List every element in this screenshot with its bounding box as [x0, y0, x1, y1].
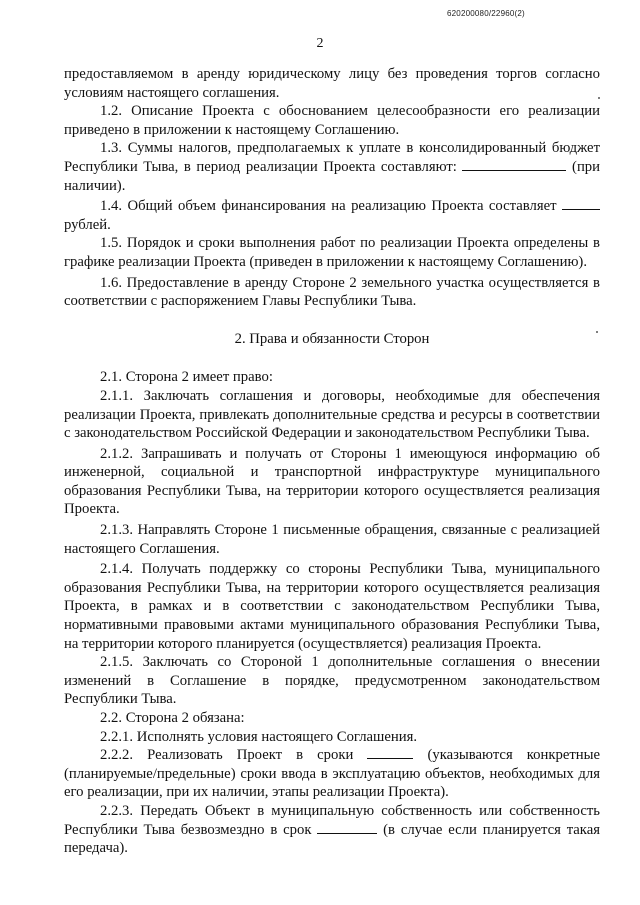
paragraph: 2.1. Сторона 2 имеет право:	[100, 369, 273, 386]
paragraph: 2.1.1. Заключать соглашения и договоры, необходимые для обеспечения реализации Проекта, привлекать дополнительные средства и ресурсы в соответствии с законодательством Российской Федерации и законодательством Республики Тыва.	[64, 387, 600, 442]
paragraph: 2.1.3. Направлять Стороне 1 письменные обращения, связанные с реализацией настоящего Соглашения.	[64, 522, 600, 557]
paragraph-text: 1.3. Суммы налогов, предполагаемых к уплате в консолидированный бюджет Республики Тыва, в период реализации Проекта составляют:	[64, 140, 600, 175]
paragraph-text: рублей.	[64, 216, 111, 233]
paragraph: предоставляемом в аренду юридическому лицу без проведения торгов согласно условиям настоящего соглашения.	[64, 66, 600, 101]
paragraph: 2.1.4. Получать поддержку со стороны Республики Тыва, муниципального образования Республики Тыва, на территории которого осуществляется реализация Проекта, в рамках и в соответствии с законодательством Республики Тыва, нормативными правовыми актами муниципального образования Республики Тыва, на территории которого планируется (осуществляется) реализация Проекта.	[64, 561, 600, 652]
paragraph: 2.2.1. Исполнять условия настоящего Соглашения.	[100, 728, 418, 745]
document-id: 620200080/22960(2)	[447, 9, 525, 18]
paragraph	[64, 197, 600, 234]
paragraph-text: 2.2.2. Реализовать Проект в сроки	[100, 747, 354, 764]
blank-line	[367, 746, 413, 759]
paragraph-text: 2.2.3. Передать Объект в муниципальную собственность или собственность Республики Тыва безвозмездно в срок	[64, 802, 600, 838]
blank-line	[317, 821, 377, 834]
paragraph	[64, 746, 600, 802]
paragraph-text: (указываются конкретные (планируемые/предельные) сроки ввода в эксплуатацию объектов, необходимых для его реализации, при их наличии, этапы реализации Проекта).	[64, 747, 601, 801]
paragraph	[64, 802, 600, 858]
document-body	[64, 65, 600, 858]
paragraph-text: (при наличии).	[64, 158, 601, 194]
section-heading: 2. Права и обязанности Сторон	[234, 330, 430, 347]
paragraph: 2.2. Сторона 2 обязана:	[100, 710, 245, 726]
paragraph: 1.6. Предоставление в аренду Стороне 2 земельного участка осуществляется в соответствии с распоряжением Главы Республики Тыва.	[64, 274, 600, 310]
paragraph: 1.5. Порядок и сроки выполнения работ по реализации Проекта определены в графике реализации Проекта (приведен в приложении к настоящему Соглашению).	[64, 235, 600, 270]
paragraph: 1.2. Описание Проекта с обоснованием целесообразности его реализации приведено в приложении к настоящему Соглашению.	[64, 103, 600, 138]
paragraph: 2.1.5. Заключать со Стороной 1 дополнительные соглашения о внесении изменений в Соглашение в порядке, предусмотренном законодательством Республики Тыва.	[64, 654, 600, 708]
paragraph	[64, 139, 600, 195]
page-number: 2	[316, 36, 324, 51]
blank-line	[462, 158, 566, 171]
paragraph-text: 1.4. Общий объем финансирования на реализацию Проекта составляет	[100, 198, 557, 215]
blank-line	[562, 197, 600, 210]
paragraph: 2.1.2. Запрашивать и получать от Стороны 1 имеющуюся информацию об инженерной, социальной и транспортной инфраструктуре муниципального образования Республики Тыва, на территории которого осуществляется реализация Проекта.	[64, 445, 600, 518]
paragraph-text: (в случае если планируется такая передача).	[64, 821, 600, 857]
